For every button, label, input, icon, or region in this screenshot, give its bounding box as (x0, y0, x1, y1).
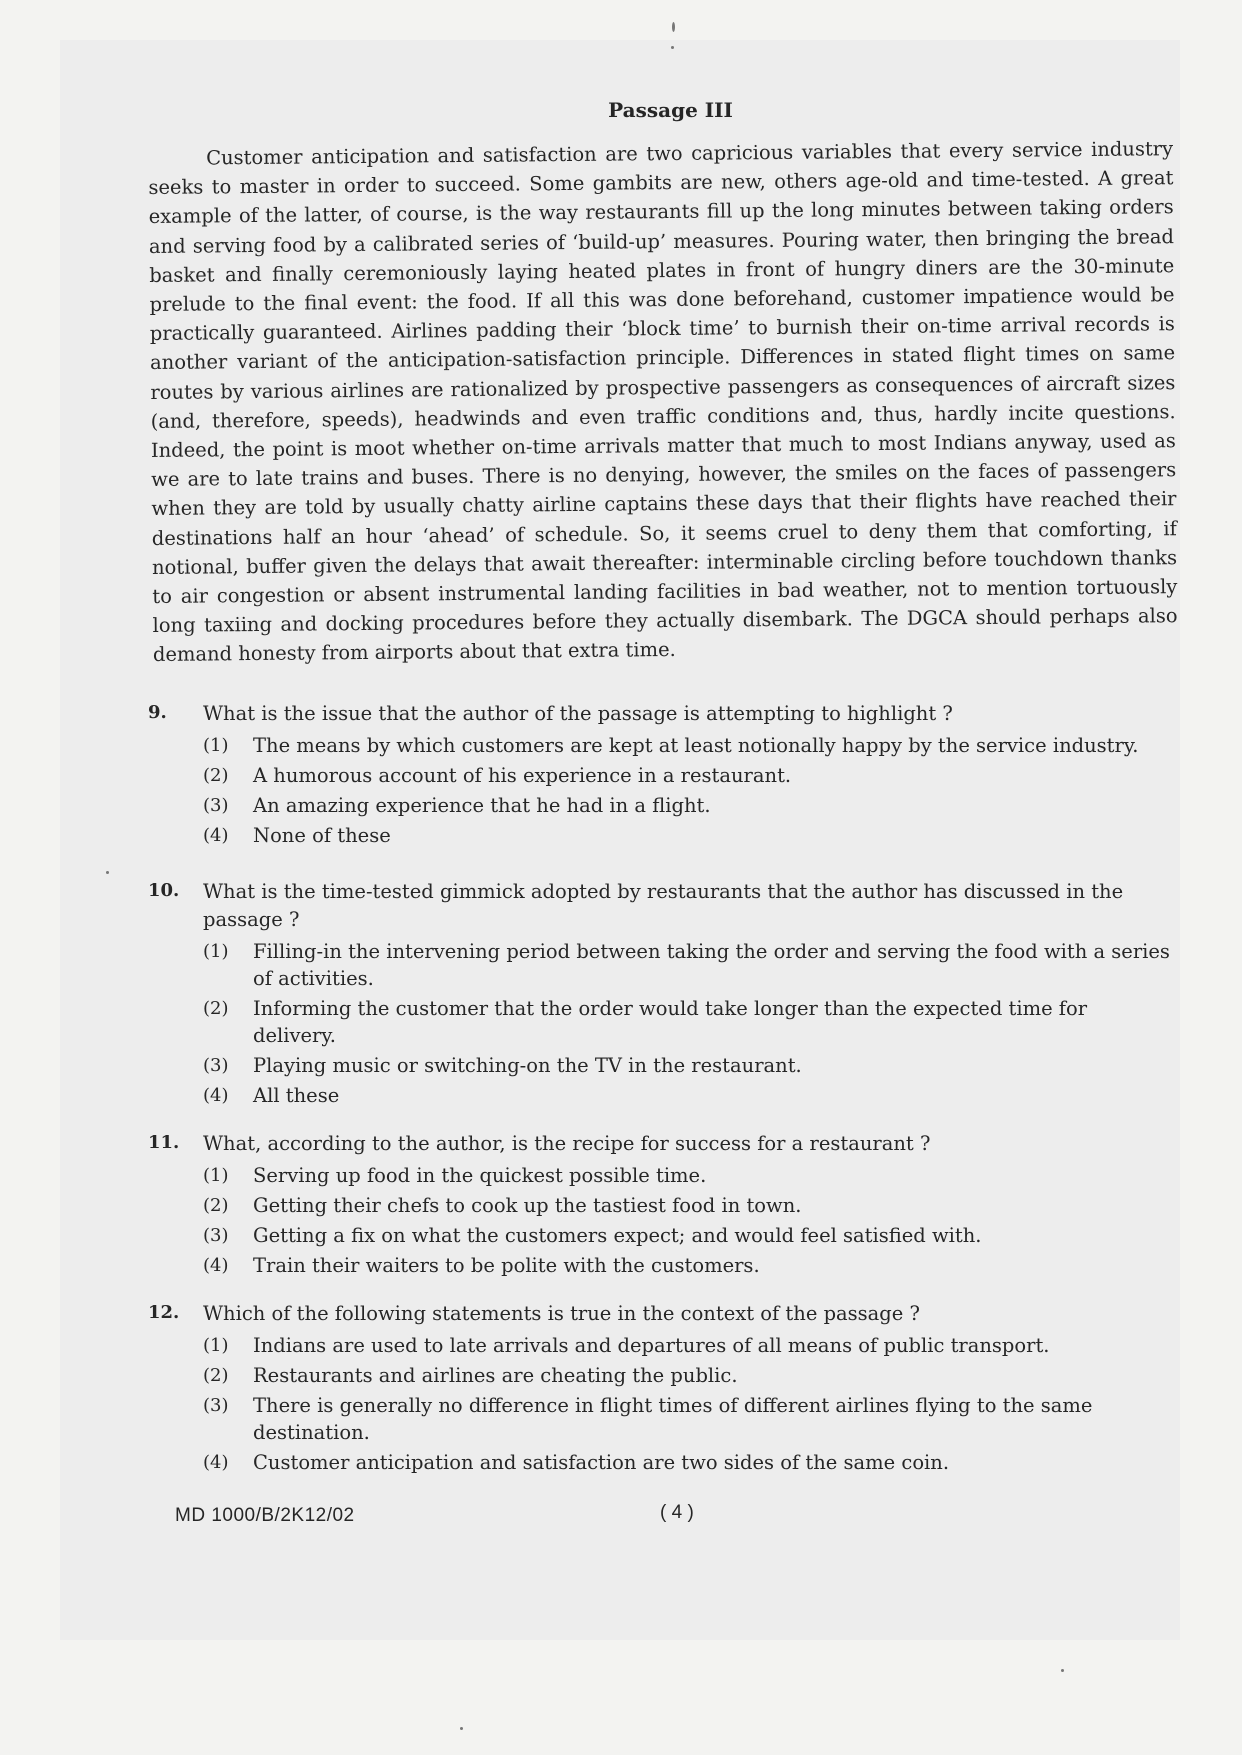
scan-speck (106, 871, 109, 874)
option-number: (3) (203, 1394, 229, 1416)
question-body (203, 878, 1173, 1112)
question-text: Which of the following statements is true in the context of the passage ? (203, 1301, 920, 1325)
scan-speck (460, 1727, 463, 1730)
question-text: What is the issue that the author of the passage is attempting to highlight ? (203, 701, 953, 725)
option-number: (1) (203, 1334, 229, 1356)
option-3 (203, 1222, 1173, 1249)
option-text: Train their waiters to be polite with the customers. (253, 1253, 760, 1277)
question-12 (148, 1300, 1173, 1479)
question-list (148, 700, 1173, 1479)
option-3 (203, 1052, 1173, 1079)
option-number: (4) (203, 1084, 229, 1106)
question-10 (148, 878, 1173, 1112)
option-1 (203, 938, 1173, 992)
option-text: Playing music or switching-on the TV in the restaurant. (253, 1053, 802, 1077)
option-number: (1) (203, 940, 229, 962)
question-number: 11. (148, 1131, 180, 1153)
option-1 (203, 1332, 1173, 1359)
option-text: Serving up food in the quickest possible time. (253, 1163, 707, 1187)
option-3 (203, 1392, 1173, 1446)
option-text: The means by which customers are kept at least notionally happy by the service industry. (253, 733, 1139, 757)
option-number: (1) (203, 734, 229, 756)
option-text: All these (253, 1083, 340, 1107)
question-number: 12. (148, 1301, 180, 1323)
option-1 (203, 732, 1173, 759)
option-4 (203, 1082, 1173, 1109)
question-number: 10. (148, 879, 180, 901)
option-text: There is generally no difference in flight times of different airlines flying to the same destination. (253, 1393, 1093, 1444)
booklet-code: MD 1000/B/2K12/02 (175, 1505, 355, 1526)
option-text: Getting a fix on what the customers expect; and would feel satisfied with. (253, 1223, 982, 1247)
option-text: Filling-in the intervening period between taking the order and serving the food with a series of activities. (253, 939, 1170, 990)
option-text: A humorous account of his experience in a restaurant. (253, 763, 792, 787)
option-3 (203, 792, 1173, 819)
option-number: (4) (203, 1254, 229, 1276)
scan-speck (671, 46, 674, 49)
option-2 (203, 995, 1173, 1049)
question-body (203, 700, 1173, 852)
page-content (148, 98, 1178, 1497)
option-number: (1) (203, 1164, 229, 1186)
option-number: (3) (203, 1224, 229, 1246)
scan-speck (1061, 1669, 1064, 1672)
option-4 (203, 1449, 1173, 1476)
option-text: None of these (253, 823, 391, 847)
question-body (203, 1300, 1173, 1479)
passage-text: Customer anticipation and satisfaction are two capricious variables that every service industry seeks to master in order to succeed. Some gambits are new, others age-old and time-tested. A great example of the latter, of course, is the way restaurants fill up the long minutes between taking orders and serving food by a calibrated series of ‘build-up’ measures. Pouring water, then bringing the bread basket and finally ceremoniously laying heated plates in front of hungry diners are the 30-minute prelude to the final event: the food. If all this was done beforehand, customer impatience would be practically guaranteed. Airlines padding their ‘block time’ to burnish their on-time arrival records is another variant of the anticipation-satisfaction principle. Differences in stated flight times on same routes by various airlines are rationalized by prospective passengers as consequences of aircraft sizes (and, therefore, speeds), headwinds and even traffic conditions and, thus, hardly incite questions. Indeed, the point is moot whether on-time arrivals matter that much to most Indians anyway, used as we are to late trains and buses. There is no denying, however, the smiles on the faces of passengers when they are told by usually chatty airline captains these days that their flights have reached their destinations half an hour ‘ahead’ of schedule. So, it seems cruel to deny them that comforting, if notional, buffer given the delays that await thereafter: interminable circling before touchdown thanks to air congestion or absent instrumental landing facilities in bad weather, not to mention tortuously long taxiing and docking procedures before they actually disembark. The DGCA should perhaps also demand honesty from airports about that extra time. (148, 137, 1178, 667)
option-number: (2) (203, 1194, 229, 1216)
page-number: ( 4 ) (660, 1502, 694, 1523)
option-text: An amazing experience that he had in a flight. (253, 793, 711, 817)
question-9 (148, 700, 1173, 852)
option-text: Restaurants and airlines are cheating the public. (253, 1363, 738, 1387)
question-number: 9. (148, 701, 167, 723)
option-text: Indians are used to late arrivals and departures of all means of public transport. (253, 1333, 1050, 1357)
option-number: (2) (203, 997, 229, 1019)
option-number: (4) (203, 824, 229, 846)
passage-title: Passage III (608, 98, 733, 122)
scan-speck (672, 22, 675, 32)
option-number: (3) (203, 794, 229, 816)
option-number: (2) (203, 1364, 229, 1386)
question-body (203, 1130, 1173, 1282)
option-4 (203, 1252, 1173, 1279)
option-number: (3) (203, 1054, 229, 1076)
option-text: Customer anticipation and satisfaction are two sides of the same coin. (253, 1450, 950, 1474)
question-text: What, according to the author, is the recipe for success for a restaurant ? (203, 1131, 931, 1155)
option-2 (203, 762, 1173, 789)
option-number: (4) (203, 1451, 229, 1473)
option-2 (203, 1192, 1173, 1219)
option-text: Informing the customer that the order would take longer than the expected time for delivery. (253, 996, 1088, 1047)
option-1 (203, 1162, 1173, 1189)
question-text: What is the time-tested gimmick adopted by restaurants that the author has discussed in the passage ? (203, 879, 1124, 931)
option-text: Getting their chefs to cook up the tastiest food in town. (253, 1193, 802, 1217)
question-11 (148, 1130, 1173, 1282)
option-2 (203, 1362, 1173, 1389)
option-4 (203, 822, 1173, 849)
option-number: (2) (203, 764, 229, 786)
